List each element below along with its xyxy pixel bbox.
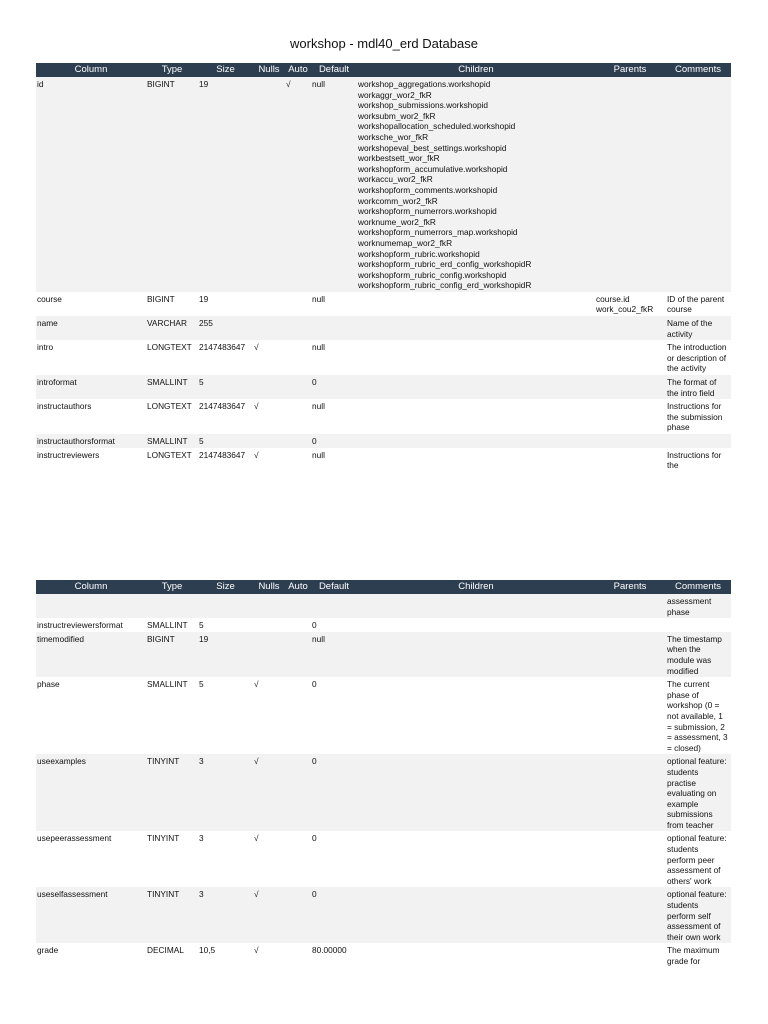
cell-nulls [253,316,285,340]
cell-nulls: √ [253,754,285,831]
cell-default: 0 [311,434,357,448]
child-reference: workshopform_rubric_erd_config_workshopidR [358,259,532,270]
cell-children [357,594,595,618]
cell-parents [595,448,665,472]
cell-parents [595,943,665,967]
cell-type: VARCHAR [146,316,198,340]
cell-default: null [312,449,325,460]
cell-auto [285,399,311,434]
table-row [36,943,731,967]
table-row [36,316,731,340]
child-reference: worknumemap_wor2_fkR [358,237,453,248]
header-comments: Comments [665,63,731,77]
cell-size: 10,5 [199,945,216,956]
cell-size: 255 [198,316,253,340]
child-reference: workaggr_wor2_fkR [358,89,432,100]
header-auto: Auto [285,63,311,77]
child-reference: worksche_wor_fkR [358,131,429,142]
cell-comment: The current phase of workshop (0 = not available, 1 = submission, 2 = assessment, 3 = closed) [667,679,728,753]
cell-auto [285,316,311,340]
cell-column [36,594,146,618]
cell-auto [285,618,311,632]
cell-comment: optional feature: students perform self assessment of their own work [665,887,731,943]
cell-size: 19 [198,77,253,292]
table-row [36,434,731,448]
cell-auto [285,340,311,375]
child-reference: workshopallocation_scheduled.workshopid [358,121,516,132]
cell-column: timemodified [36,632,146,677]
cell-parents [595,77,665,292]
cell-nulls: √ [254,342,259,353]
cell-comment: Instructions for the [667,449,722,471]
cell-default [311,316,357,340]
cell-type: DECIMAL [147,945,184,956]
cell-default: 80.00000 [312,945,347,956]
cell-parents [595,831,665,887]
table-row [36,340,731,375]
cell-default: 0 [311,887,357,943]
cell-parents [595,677,665,754]
child-reference: workshop_submissions.workshopid [358,100,489,111]
cell-parents [595,375,665,399]
cell-comment: The maximum grade for [667,945,720,966]
cell-parents [595,754,665,831]
child-reference: workbestsett_wor_fkR [358,153,440,164]
cell-children [357,677,595,754]
cell-type: LONGTEXT [147,342,192,353]
header-auto: Auto [285,580,311,594]
cell-children [357,887,595,943]
header-nulls: Nulls [253,63,285,77]
cell-comment: The introduction or description of the activity [667,342,727,374]
cell-nulls: √ [254,679,259,690]
table-row [36,677,731,754]
cell-nulls: √ [253,887,285,943]
cell-nulls [253,77,285,292]
cell-column: id [36,77,146,292]
cell-size: 2147483647 [199,449,246,460]
parent-reference: course.id [596,293,630,304]
cell-column: intro [37,342,54,353]
cell-column: useexamples [36,754,146,831]
cell-auto [285,292,311,316]
cell-comment: ID of the parent course [667,293,725,315]
cell-default: 0 [312,620,317,631]
cell-column: grade [37,945,59,956]
cell-type [146,594,198,618]
cell-parents [595,594,665,618]
cell-children [357,943,595,967]
cell-size: 3 [198,887,253,943]
table-row [36,594,731,618]
cell-column: instructauthorsformat [36,434,146,448]
cell-size: 19 [199,293,209,304]
cell-children [357,618,595,632]
cell-children [357,399,595,434]
cell-column: instructauthors [37,401,92,412]
cell-comment [665,434,731,448]
cell-type: SMALLINT [147,620,188,631]
header-default: Default [311,63,357,77]
header-parents: Parents [595,580,665,594]
cell-type: LONGTEXT [147,401,192,412]
cell-size: 2147483647 [199,342,246,353]
table-row [36,375,731,399]
cell-nulls: √ [254,401,259,412]
cell-default: 0 [311,754,357,831]
cell-comment: The format of the intro field [665,375,731,399]
cell-default: null [311,632,357,677]
cell-children [357,448,595,472]
child-reference: workshopform_rubric.workshopid [358,248,480,259]
header-size: Size [198,63,253,77]
cell-parents [595,316,665,340]
cell-nulls [253,594,285,618]
cell-type: LONGTEXT [147,449,192,460]
child-reference: worksubm_wor2_fkR [358,110,436,121]
cell-size: 5 [199,679,204,690]
cell-comment: assessment phase [665,594,731,618]
child-reference: workshopform_comments.workshopid [358,184,498,195]
header-type: Type [146,63,198,77]
cell-auto [285,594,311,618]
cell-nulls [253,375,285,399]
cell-nulls: √ [254,833,259,844]
table-header-row [36,63,731,77]
cell-auto [285,434,311,448]
cell-nulls [253,434,285,448]
child-reference: workshopform_numerrors_map.workshopid [358,227,518,238]
cell-parents [595,618,665,632]
cell-default: null [312,293,325,304]
cell-size: 5 [199,620,204,631]
table-row [36,831,731,887]
cell-comment: optional feature: students practise evaluating on example submissions from teacher [665,754,731,831]
table-row [36,77,731,292]
cell-auto [285,677,311,754]
cell-parents [595,340,665,375]
cell-column: phase [37,679,60,690]
child-reference: workcomm_wor2_fkR [358,195,438,206]
cell-auto: √ [285,77,311,292]
cell-size: 2147483647 [199,401,246,412]
child-reference: worknume_wor2_fkR [358,216,436,227]
cell-column: course [37,293,62,304]
header-parents: Parents [595,63,665,77]
header-column: Column [36,580,146,594]
cell-auto [285,887,311,943]
cell-column: instructreviewers [37,449,100,460]
cell-auto [285,831,311,887]
cell-comment [665,77,731,292]
table-row [36,448,731,472]
columns-table-2 [36,580,731,968]
cell-auto [285,448,311,472]
child-reference: workaccu_wor2_fkR [358,174,433,185]
parent-reference: work_cou2_fkR [596,304,654,315]
cell-auto [285,632,311,677]
cell-type: SMALLINT [146,434,198,448]
header-type: Type [146,580,198,594]
cell-default: null [311,77,357,292]
header-default: Default [311,580,357,594]
cell-size: 5 [198,375,253,399]
table-row [36,887,731,943]
header-comments: Comments [665,580,731,594]
cell-children [357,831,595,887]
columns-table-1 [36,63,731,472]
cell-column: instructreviewersformat [37,620,123,631]
cell-comment [665,618,731,632]
cell-size: 5 [198,434,253,448]
cell-default: null [312,342,325,353]
cell-auto [285,375,311,399]
cell-default [311,594,357,618]
cell-nulls [253,632,285,677]
table-header-row [36,580,731,594]
cell-nulls: √ [254,945,259,956]
cell-default: 0 [312,679,317,690]
child-reference: workshopform_numerrors.workshopid [358,206,497,217]
child-reference: workshop_aggregations.workshopid [358,79,491,89]
header-size: Size [198,580,253,594]
cell-column: name [36,316,146,340]
cell-auto [285,754,311,831]
cell-parents [595,399,665,434]
table-row [36,292,731,316]
cell-size: 19 [198,632,253,677]
cell-comment: optional feature: students perform peer assessment of others' work [667,833,727,886]
header-nulls: Nulls [253,580,285,594]
cell-parents [595,887,665,943]
cell-nulls [253,618,285,632]
table-row [36,754,731,831]
cell-children [357,434,595,448]
cell-comment: The timestamp when the module was modified [665,632,731,677]
cell-type: TINYINT [146,887,198,943]
cell-type: SMALLINT [147,679,188,690]
cell-nulls: √ [254,449,259,460]
child-reference: workshopform_accumulative.workshopid [358,163,508,174]
header-children: Children [357,63,595,77]
header-children: Children [357,580,595,594]
table-row [36,399,731,434]
cell-comment: Name of the activity [665,316,731,340]
cell-comment: Instructions for the submission phase [667,401,723,433]
cell-children [357,316,595,340]
cell-parents [595,434,665,448]
cell-default: 0 [311,375,357,399]
table-row [36,632,731,677]
cell-children [357,77,595,292]
table-row [36,618,731,632]
child-reference: workshopform_rubric_config.workshopid [358,269,507,280]
cell-column: useselfassessment [36,887,146,943]
cell-type: SMALLINT [146,375,198,399]
cell-type: TINYINT [146,754,198,831]
cell-column: introformat [36,375,146,399]
header-column: Column [36,63,146,77]
cell-default: null [312,401,325,412]
child-reference: workshopform_rubric_config_erd_workshopidR [358,280,532,291]
cell-size [198,594,253,618]
cell-type: BIGINT [146,77,198,292]
cell-parents [595,632,665,677]
cell-type: TINYINT [147,833,180,844]
cell-parents [595,292,665,316]
cell-children [357,375,595,399]
cell-column: usepeerassessment [37,833,112,844]
child-reference: workshopeval_best_settings.workshopid [358,142,507,153]
cell-children [357,632,595,677]
cell-type: BIGINT [147,293,175,304]
cell-auto [285,943,311,967]
page-title: workshop - mdl40_erd Database [290,36,478,51]
cell-children [357,754,595,831]
cell-nulls [253,292,285,316]
cell-size: 3 [199,833,204,844]
cell-size: 3 [198,754,253,831]
cell-type: BIGINT [146,632,198,677]
cell-children [357,340,595,375]
cell-default: 0 [312,833,317,844]
cell-children [357,292,595,316]
